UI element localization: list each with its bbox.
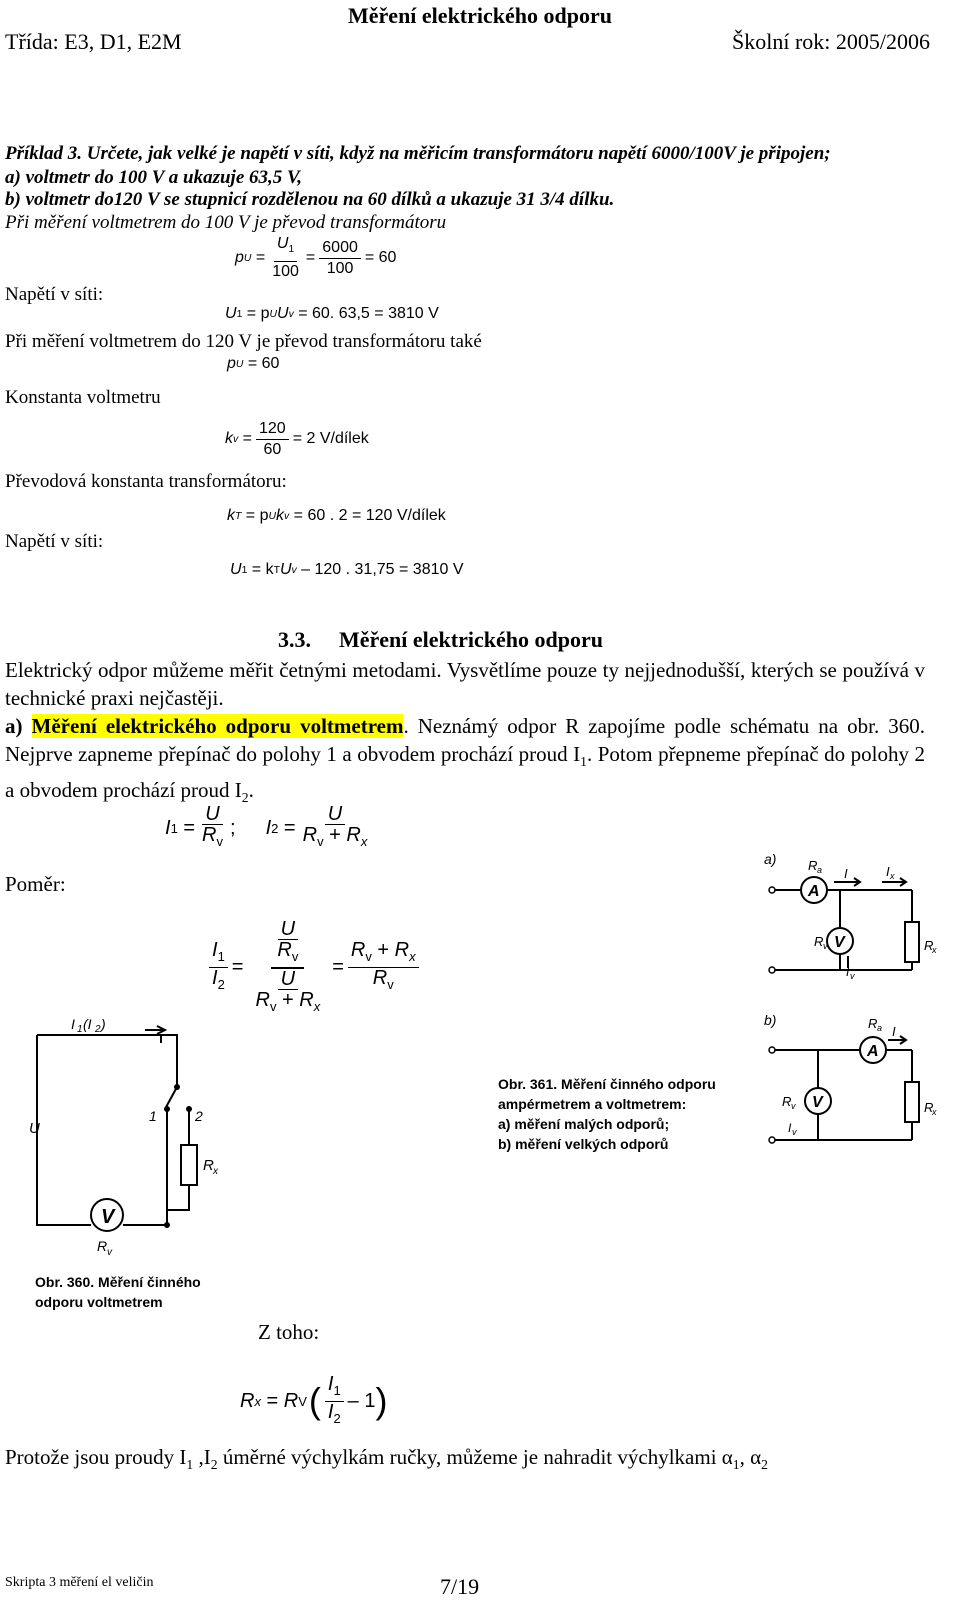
svg-text:R: R [814, 934, 824, 949]
equation-ratio: $\frac{I_1}{I_2}$ = $\frac{\frac{U}{R_v}}{\frac{U}{R_v + R_x}}$ = $\frac{R_v + R_x}{R_v}$ [205, 915, 423, 1020]
svg-text:R: R [782, 1094, 792, 1109]
figure-361-caption-line-1: Obr. 361. Měření činného odporu [498, 1076, 716, 1092]
highlighted-method: Měření elektrického odporu voltmetrem [31, 714, 404, 738]
figure-360-caption [35, 1272, 201, 1312]
section-paragraph-2: a) Měření elektrického odporu voltmetrem. Neznámý odpor R zapojíme podle schématu na obr. 360. Nejprve zapneme přepínač do polohy 1 a obvodem prochází proud $I_1$. Potom přepneme přepínač do polohy 2 a obvodem prochází proud $I_2$. [5, 714, 925, 806]
transformer-constant-label: Převodová konstanta transformátoru: [5, 471, 287, 492]
equation-mains-voltage-1: U 1 = p U U v = 60 . 63,5 = 3810 V [225, 305, 439, 322]
figure-361-caption-line-4: b) měření velkých odporů [498, 1136, 669, 1152]
header-title: Měření elektrického odporu [348, 3, 612, 28]
svg-text:V: V [101, 1206, 115, 1228]
section-number: 3.3. [278, 627, 311, 652]
svg-text:R: R [924, 1100, 934, 1115]
footer-left: Skripta 3 měření el veličin [5, 1575, 154, 1590]
ratio-label: Poměr: [5, 872, 66, 896]
paragraph-text-2: . Potom přepneme přepínač do polohy 2 a obvodem prochází proud I [5, 742, 925, 803]
solution-a-text: Při měření voltmetrem do 100 V je převod transformátoru [5, 212, 447, 233]
svg-text:2: 2 [95, 1024, 101, 1035]
svg-text:1: 1 [77, 1024, 83, 1035]
equation-transfer-ratio-b: p U = 60 [227, 355, 280, 372]
svg-text:A: A [867, 1043, 879, 1060]
svg-text:V: V [812, 1094, 823, 1111]
section-paragraph-1: Elektrický odpor můžeme měřit četnými metodami. Vysvětlíme pouze ty nejjednodušší, kterých se používá v technické praxi nejčastěji. [5, 658, 925, 710]
svg-text:R: R [97, 1238, 108, 1254]
paragraph-text: . Neznámý odpor R zapojíme podle schématu na obr. 360. Nejprve zapneme přepínač do polohy 1 a obvodem prochází proud I [5, 714, 925, 766]
svg-text:x: x [213, 1166, 218, 1177]
section-title: Měření elektrického odporu [339, 627, 603, 652]
svg-text:V: V [834, 934, 845, 951]
solution-b-text: Při měření voltmetrem do 120 V je převod transformátoru také [5, 331, 482, 352]
footer-page-number: 7/19 [440, 1574, 480, 1599]
svg-text:2: 2 [195, 1108, 203, 1124]
figure-361-caption-line-3: a) měření malých odporů; [498, 1116, 670, 1132]
figure-360-caption-line-1: Obr. 360. Měření činného [35, 1274, 201, 1290]
figure-360-circuit [25, 1005, 245, 1265]
header-class: Třída: E3, D1, E2M [5, 29, 182, 54]
voltmeter-constant-label: Konstanta voltmetru [5, 387, 161, 408]
equation-currents: I 1 = $\frac{U}{R_v}$ ; I 2 = $\frac{U}{R_v + R_x}$ [165, 803, 368, 849]
svg-text:1: 1 [149, 1108, 157, 1124]
mains-voltage-label-1: Napětí v síti: [5, 284, 104, 305]
figure-361-circuit [760, 850, 940, 1150]
svg-text:a: a [817, 865, 823, 875]
mains-voltage-label-2: Napětí v síti: [5, 531, 104, 552]
example-line-2: a) voltmetr do 100 V a ukazuje 63,5 V, [5, 167, 302, 188]
svg-text:v: v [107, 1247, 112, 1258]
svg-text:): ) [101, 1016, 106, 1032]
svg-text:v: v [791, 1101, 796, 1111]
svg-text:I: I [886, 864, 890, 879]
svg-text:I: I [844, 866, 848, 881]
svg-text:R: R [924, 938, 934, 953]
closing-text-a: Protože jsou proudy I [5, 1445, 187, 1469]
equation-transformer-constant: k T = p U k v = 60 . 2 = 120 V/dílek [227, 507, 446, 524]
svg-text:R: R [203, 1157, 214, 1174]
example-line-1: Příklad 3. Určete, jak velké je napětí v síti, když na měřicím transformátoru napětí 6000/100V je připojen; [5, 143, 831, 164]
svg-text:I: I [892, 1024, 896, 1039]
svg-text:x: x [932, 945, 937, 955]
closing-text-c: úměrné výchylkám ručky, můžeme je nahradit výchylkami α [217, 1445, 733, 1469]
figure-360-caption-line-2: odporu voltmetrem [35, 1294, 163, 1310]
figure-361-caption [498, 1074, 716, 1154]
figure-361-caption-line-2: ampérmetrem a voltmetrem: [498, 1096, 687, 1112]
svg-text:R: R [808, 858, 818, 873]
svg-text:v: v [823, 941, 828, 951]
svg-text:v: v [792, 1127, 797, 1137]
svg-text:R: R [868, 1016, 878, 1031]
equation-result-rx: R x = R V ( $\frac{I_1}{I_2}$ – 1 ) [240, 1372, 388, 1426]
section-heading [278, 626, 603, 654]
item-prefix: a) [5, 714, 32, 738]
closing-sentence: Protože jsou proudy $I_1$ $,I_2$ úměrné výchylkám ručky, můžeme je nahradit výchylkami $\alpha_1$, $\alpha_2$ [5, 1445, 768, 1473]
svg-text:v: v [850, 971, 855, 981]
svg-text:U: U [29, 1120, 40, 1137]
svg-text:x: x [890, 871, 895, 881]
svg-text:b): b) [764, 1012, 777, 1028]
equation-transfer-ratio: p U = $\frac{U_1}{100}$ = $\frac{6000}{100}$ = 60 [235, 235, 397, 280]
header-year: Školní rok: 2005/2006 [731, 29, 930, 54]
closing-text-d: , α [739, 1445, 762, 1469]
svg-text:a: a [877, 1023, 883, 1033]
closing-text-b: ,I [193, 1445, 211, 1469]
equation-mains-voltage-2: U 1 = k T U v – 120 . 31,75 = 3810 V [230, 561, 464, 578]
svg-text:I: I [788, 1121, 792, 1135]
svg-text:A: A [808, 883, 820, 900]
equation-voltmeter-constant: k v = $\frac{120}{60}$ = 2 V/dílek [225, 419, 369, 458]
svg-text:I: I [846, 965, 850, 979]
therefore-label: Z toho: [258, 1320, 320, 1344]
example-line-3: b) voltmetr do120 V se stupnicí rozdělenou na 60 dílků a ukazuje 31 3/4 dílku. [5, 189, 615, 210]
svg-text:(I: (I [83, 1016, 92, 1032]
svg-text:x: x [932, 1107, 937, 1117]
svg-text:a): a) [764, 851, 777, 867]
svg-text:I: I [71, 1016, 75, 1032]
